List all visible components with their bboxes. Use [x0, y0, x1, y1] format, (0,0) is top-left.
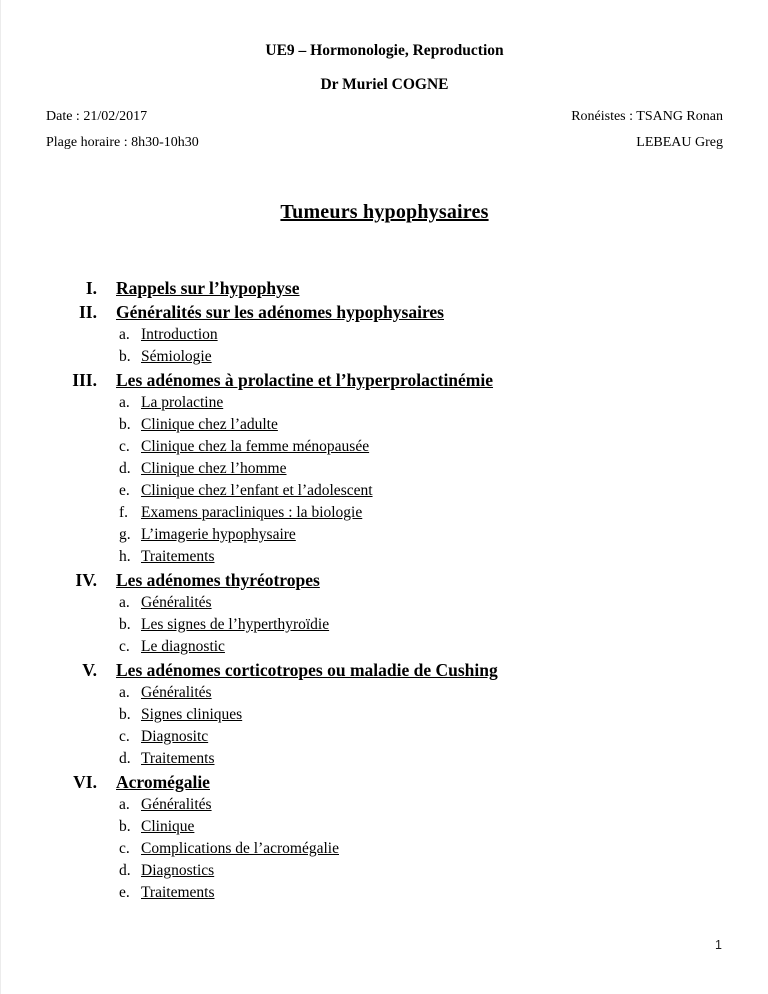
toc-section-2	[1, 300, 768, 324]
toc-subitem-label[interactable]: Traitements	[141, 884, 215, 901]
professor-name: Dr Muriel COGNE	[320, 76, 449, 93]
toc-subitem-letter: c.	[119, 638, 130, 655]
toc-subitem	[1, 794, 768, 816]
toc-subitem	[1, 458, 768, 480]
document-title: Tumeurs hypophysaires	[280, 201, 489, 223]
toc-subitem-label[interactable]: Complications de l’acromégalie	[141, 840, 339, 857]
toc-subitem-letter: h.	[119, 548, 131, 565]
page-number: 1	[715, 938, 722, 952]
toc-section-numeral: V.	[82, 660, 97, 680]
toc-subitem	[1, 838, 768, 860]
toc-subitem-letter: b.	[119, 416, 131, 433]
toc-subitem-label[interactable]: Généralités	[141, 594, 212, 611]
toc-section-numeral: III.	[72, 370, 97, 390]
toc-subitem	[1, 860, 768, 882]
toc-section-numeral: II.	[79, 302, 97, 322]
toc-subitem-label[interactable]: Traitements	[141, 750, 215, 767]
toc-section-numeral: VI.	[73, 772, 97, 792]
toc-subitem-label[interactable]: Clinique chez l’adulte	[141, 416, 278, 433]
toc-section-numeral: IV.	[75, 570, 97, 590]
toc-subitem-letter: e.	[119, 884, 130, 901]
table-of-contents	[1, 276, 768, 904]
toc-subitem	[1, 414, 768, 436]
toc-subitem-label[interactable]: Clinique	[141, 818, 195, 835]
toc-subitem-label[interactable]: Clinique chez la femme ménopausée	[141, 438, 370, 455]
toc-subitem	[1, 592, 768, 614]
toc-section-numeral: I.	[85, 278, 97, 298]
toc-subitem-label[interactable]: Généralités	[141, 796, 212, 813]
toc-subitem-letter: e.	[119, 482, 130, 499]
time-label: Plage horaire : 8h30-10h30	[46, 135, 199, 150]
roneiste-line-2: LEBEAU Greg	[636, 135, 723, 150]
meta-row-2	[1, 135, 768, 151]
roneiste-line-1: Ronéistes : TSANG Ronan	[571, 109, 723, 124]
date-label: Date : 21/02/2017	[46, 109, 148, 124]
toc-subitem-label[interactable]: Diagnositc	[141, 728, 209, 745]
toc-subitem	[1, 392, 768, 414]
toc-subitem-label[interactable]: Le diagnostic	[141, 638, 225, 655]
toc-subitem-letter: f.	[119, 504, 129, 521]
toc-subitem-label[interactable]: Sémiologie	[141, 348, 212, 365]
toc-section-4	[1, 568, 768, 592]
toc-subitem-letter: d.	[119, 750, 131, 767]
toc-subitem	[1, 636, 768, 658]
toc-subitem-letter: a.	[119, 594, 130, 611]
toc-section-title[interactable]: Les adénomes à prolactine et l’hyperprolactinémie	[116, 370, 494, 390]
toc-subitem-letter: a.	[119, 394, 130, 411]
toc-subitem-label[interactable]: L’imagerie hypophysaire	[141, 526, 296, 543]
toc-subitem-letter: d.	[119, 460, 131, 477]
toc-subitem	[1, 816, 768, 838]
toc-subitem	[1, 324, 768, 346]
toc-subitem-label[interactable]: Diagnostics	[141, 862, 215, 879]
toc-subitem-letter: b.	[119, 616, 131, 633]
toc-section-title[interactable]: Rappels sur l’hypophyse	[116, 278, 300, 298]
toc-subitem-label[interactable]: Introduction	[141, 326, 218, 343]
toc-subitem-letter: a.	[119, 684, 130, 701]
toc-subitem	[1, 480, 768, 502]
toc-subitem	[1, 614, 768, 636]
toc-subitem-letter: c.	[119, 438, 130, 455]
toc-subitem-letter: c.	[119, 728, 130, 745]
toc-subitem-letter: a.	[119, 796, 130, 813]
toc-subitem-label[interactable]: Signes cliniques	[141, 706, 243, 723]
toc-subitem	[1, 502, 768, 524]
toc-subitem	[1, 524, 768, 546]
toc-subitem	[1, 436, 768, 458]
meta-row-1	[1, 109, 768, 125]
toc-subitem	[1, 346, 768, 368]
toc-subitem-label[interactable]: La prolactine	[141, 394, 224, 411]
toc-subitem	[1, 704, 768, 726]
toc-section-5	[1, 658, 768, 682]
toc-subitem	[1, 682, 768, 704]
toc-subitem	[1, 748, 768, 770]
toc-section-6	[1, 770, 768, 794]
toc-subitem-letter: d.	[119, 862, 131, 879]
toc-subitem	[1, 726, 768, 748]
toc-subitem-label[interactable]: Examens paracliniques : la biologie	[141, 504, 363, 521]
toc-subitem-letter: c.	[119, 840, 130, 857]
toc-subitem-label[interactable]: Clinique chez l’enfant et l’adolescent	[141, 482, 373, 499]
toc-section-title[interactable]: Les adénomes thyréotropes	[116, 570, 320, 590]
toc-subitem-label[interactable]: Les signes de l’hyperthyroïdie	[141, 616, 330, 633]
toc-subitem-letter: b.	[119, 348, 131, 365]
toc-subitem-letter: b.	[119, 706, 131, 723]
toc-section-title[interactable]: Les adénomes corticotropes ou maladie de Cushing	[116, 660, 498, 680]
toc-subitem-label[interactable]: Traitements	[141, 548, 215, 565]
toc-subitem-letter: g.	[119, 526, 131, 543]
toc-section-3	[1, 368, 768, 392]
toc-subitem-label[interactable]: Clinique chez l’homme	[141, 460, 287, 477]
toc-subitem-label[interactable]: Généralités	[141, 684, 212, 701]
toc-subitem-letter: b.	[119, 818, 131, 835]
course-title: UE9 – Hormonologie, Reproduction	[265, 42, 504, 59]
toc-subitem	[1, 546, 768, 568]
toc-subitem-letter: a.	[119, 326, 130, 343]
toc-section-title[interactable]: Généralités sur les adénomes hypophysaires	[116, 302, 444, 322]
toc-subitem	[1, 882, 768, 904]
toc-section-title[interactable]: Acromégalie	[116, 772, 210, 792]
toc-section-1	[1, 276, 768, 300]
